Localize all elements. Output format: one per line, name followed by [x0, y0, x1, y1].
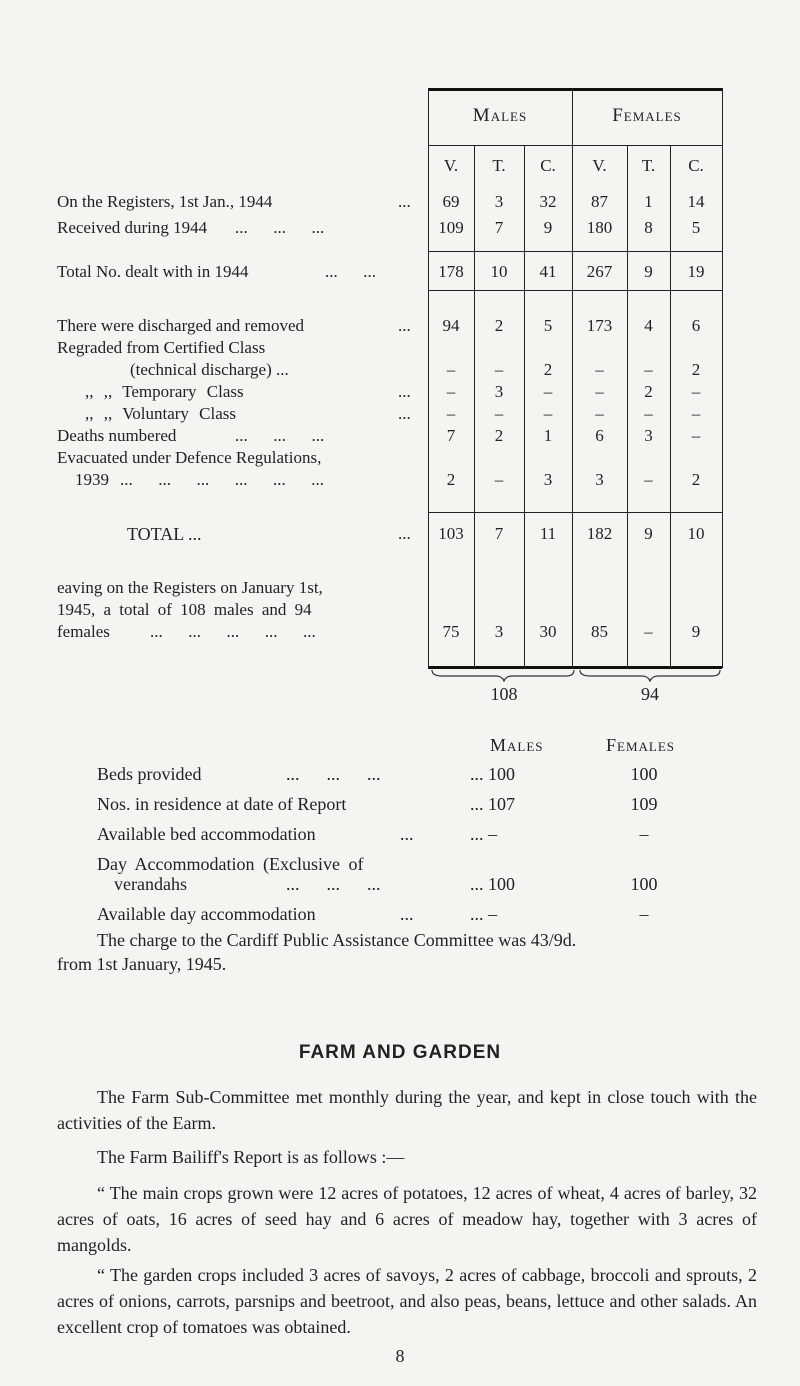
acc-males-value: ... 100	[470, 764, 515, 784]
row-label: (technical discharge) ...	[130, 360, 289, 379]
males-brace	[432, 670, 574, 681]
table-cell: –	[644, 470, 653, 489]
row-label: On the Registers, 1st Jan., 1944	[57, 192, 273, 211]
acc-females-value: –	[639, 904, 649, 924]
charge-note: The charge to the Cardiff Public Assistance Committee was 43/9d.	[97, 930, 577, 950]
table-cell: –	[691, 426, 701, 445]
table-cell: 69	[442, 192, 460, 211]
table-cell: –	[595, 382, 604, 401]
males-header: Males	[472, 105, 528, 126]
farm-paragraph: “ The garden crops included 3 acres of savoys, 2 acres of cabbage, broccoli and sprouts, 2 acres of onions, carrots, parsnips and beetroot, and also peas, beans, lettuce and other salads. An excellent crop of tomatoes was obtained.	[57, 1265, 757, 1337]
table-cell: –	[446, 360, 456, 379]
acc-females-header: Females	[606, 735, 676, 755]
subheader-t: T.	[641, 156, 656, 175]
females-brace	[580, 670, 720, 681]
row-label: 1945, a total of 108 males and 94	[57, 600, 312, 619]
table-cell: 9	[644, 262, 653, 281]
row-label: There were discharged and removed	[57, 316, 305, 335]
charge-note-cont: from 1st January, 1945.	[57, 954, 227, 974]
table-cell: 9	[644, 524, 653, 543]
subheader-c: C.	[688, 156, 704, 175]
table-cell: 173	[586, 316, 613, 335]
subheader-v: V.	[443, 156, 459, 175]
acc-females-value: 109	[630, 794, 658, 814]
table-cell: 1	[644, 192, 653, 211]
table-cell: 41	[539, 262, 557, 281]
acc-row-label: Nos. in residence at date of Report	[97, 794, 347, 814]
farm-paragraph: The Farm Sub-Committee met monthly during the year, and kept in close touch with the activities of the Earm.	[57, 1087, 757, 1133]
col-border	[722, 88, 723, 668]
table-cell: 7	[494, 218, 504, 237]
table-cell: 9	[691, 622, 701, 641]
table-cell: 8	[644, 218, 653, 237]
table-cell: 75	[442, 622, 460, 641]
registers-table: Males Females V. T. C. V. T. C. On the Registers, 1st Jan., 1944 ... Received during 1944 ... ... ... Total No. dealt with in 1944 ... ... There were discharged and removed ... Regraded from Certified Class (technical discharge) ... ,, ,, Temporary Class ... ,, ,, Voluntary Class ... Deaths numbered ... ... ... Evacuated under Defence Regulations, 1939 ... ... ... ... ... ... TOTAL ... ... eaving on the Registers on January 1st, 1945, a total of 108 males and 94 females ... ... ... ... ... 69 3 32 87 1 14 109 7 9 180 8 5 178 10 41 267 9 19 94 2 5 173 4 6 – – 2 – – 2 – 3 – – 2 – – – – – – – 7 2 1 6 3 – 2 – 3 3 – 2 103 7 11 182 9 10 75 3 30 85 – 9 108 94	[0, 0, 800, 700]
table-cell: –	[543, 382, 553, 401]
table-cell: 7	[446, 426, 456, 445]
acc-row-label: Available day accommodation	[97, 904, 316, 924]
table-cell: 2	[543, 360, 553, 379]
table-cell: 103	[438, 524, 464, 543]
table-cell: 180	[586, 218, 613, 237]
table-cell: –	[494, 470, 504, 489]
acc-males-value: ... 107	[470, 794, 515, 814]
farm-paragraph: The Farm Bailiff's Report is as follows :—	[97, 1147, 405, 1167]
table-cell: –	[543, 404, 553, 423]
table-cell: 3	[494, 622, 504, 641]
table-cell: 3	[494, 192, 504, 211]
table-cell: 14	[687, 192, 705, 211]
row-rule	[428, 290, 722, 291]
acc-females-value: 100	[630, 874, 658, 894]
table-cell: 6	[691, 316, 701, 335]
table-cell: –	[595, 404, 604, 423]
table-cell: 3	[494, 382, 504, 401]
table-cell: 85	[591, 622, 608, 641]
subheader-t: T.	[492, 156, 506, 175]
row-label: eaving on the Registers on January 1st,	[57, 578, 323, 597]
acc-males-value: ... –	[470, 904, 497, 924]
total-label: TOTAL ...	[127, 524, 202, 544]
group-braces	[428, 668, 724, 682]
table-top-rule	[428, 88, 722, 91]
table-cell: –	[446, 382, 456, 401]
table-cell: 87	[591, 192, 608, 211]
page-number: 8	[395, 1346, 405, 1366]
table-cell: –	[494, 404, 504, 423]
table-cell: –	[644, 404, 653, 423]
table-cell: 19	[687, 262, 705, 281]
table-cell: –	[595, 360, 604, 379]
farm-heading: FARM AND GARDEN	[298, 1042, 502, 1063]
table-cell: 30	[539, 622, 557, 641]
acc-row-label: Beds provided	[97, 764, 202, 784]
table-cell: 178	[438, 262, 464, 281]
table-cell: 10	[490, 262, 508, 281]
table-cell: –	[644, 622, 653, 641]
table-cell: 10	[687, 524, 705, 543]
table-cell: 2	[691, 470, 701, 489]
table-cell: 109	[438, 218, 464, 237]
table-cell: –	[691, 404, 701, 423]
row-label: ,, ,, Voluntary Class	[85, 404, 237, 423]
table-cell: 6	[595, 426, 604, 445]
acc-row-label: Day Accommodation (Exclusive of	[97, 854, 364, 874]
females-header: Females	[612, 105, 682, 126]
table-cell: 5	[691, 218, 701, 237]
table-cell: 3	[595, 470, 604, 489]
farm-paragraph: “ The main crops grown were 12 acres of potatoes, 12 acres of wheat, 4 acres of barley, 32 acres of oats, 16 acres of seed hay and 6 acres of meadow hay, together with 3 acres of mangolds.	[57, 1183, 757, 1255]
row-label: Evacuated under Defence Regulations,	[57, 448, 322, 467]
table-cell: 2	[644, 382, 653, 401]
acc-males-value: ... –	[470, 824, 497, 844]
table-cell: 2	[691, 360, 701, 379]
row-label: Received during 1944	[57, 218, 208, 237]
table-cell: 7	[494, 524, 504, 543]
row-label: Deaths numbered	[57, 426, 177, 445]
males-total: 108	[490, 684, 518, 704]
row-label: Total No. dealt with in 1944	[57, 262, 249, 281]
row-label: ,, ,, Temporary Class	[85, 382, 244, 401]
table-cell: 3	[543, 470, 553, 489]
acc-males-value: ... 100	[470, 874, 515, 894]
table-cell: 2	[446, 470, 456, 489]
row-rule	[428, 512, 722, 513]
table-cell: –	[446, 404, 456, 423]
acc-females-value: –	[639, 824, 649, 844]
subheader-v: V.	[592, 156, 607, 175]
row-label: Regraded from Certified Class	[57, 338, 266, 357]
table-cell: 32	[539, 192, 557, 211]
subheader-c: C.	[540, 156, 556, 175]
acc-row-label: verandahs	[114, 874, 187, 894]
table-cell: 2	[494, 316, 504, 335]
table-header-rule	[428, 145, 722, 146]
table-cell: 5	[543, 316, 553, 335]
table-cell: –	[691, 382, 701, 401]
table-cell: 3	[644, 426, 653, 445]
table-cell: 9	[543, 218, 553, 237]
table-cell: 2	[494, 426, 504, 445]
table-cell: 94	[442, 316, 460, 335]
acc-females-value: 100	[630, 764, 658, 784]
acc-males-header: Males	[490, 735, 544, 755]
row-label: 1939	[75, 470, 109, 489]
table-cell: 11	[539, 524, 557, 543]
row-rule	[428, 251, 722, 252]
table-cell: 4	[644, 316, 653, 335]
table-cell: 267	[586, 262, 613, 281]
row-label: females	[57, 622, 110, 641]
females-total: 94	[641, 684, 659, 704]
table-cell: 182	[586, 524, 613, 543]
table-cell: –	[644, 360, 653, 379]
table-cell: 1	[543, 426, 553, 445]
table-cell: –	[494, 360, 504, 379]
acc-row-label: Available bed accommodation	[97, 824, 316, 844]
